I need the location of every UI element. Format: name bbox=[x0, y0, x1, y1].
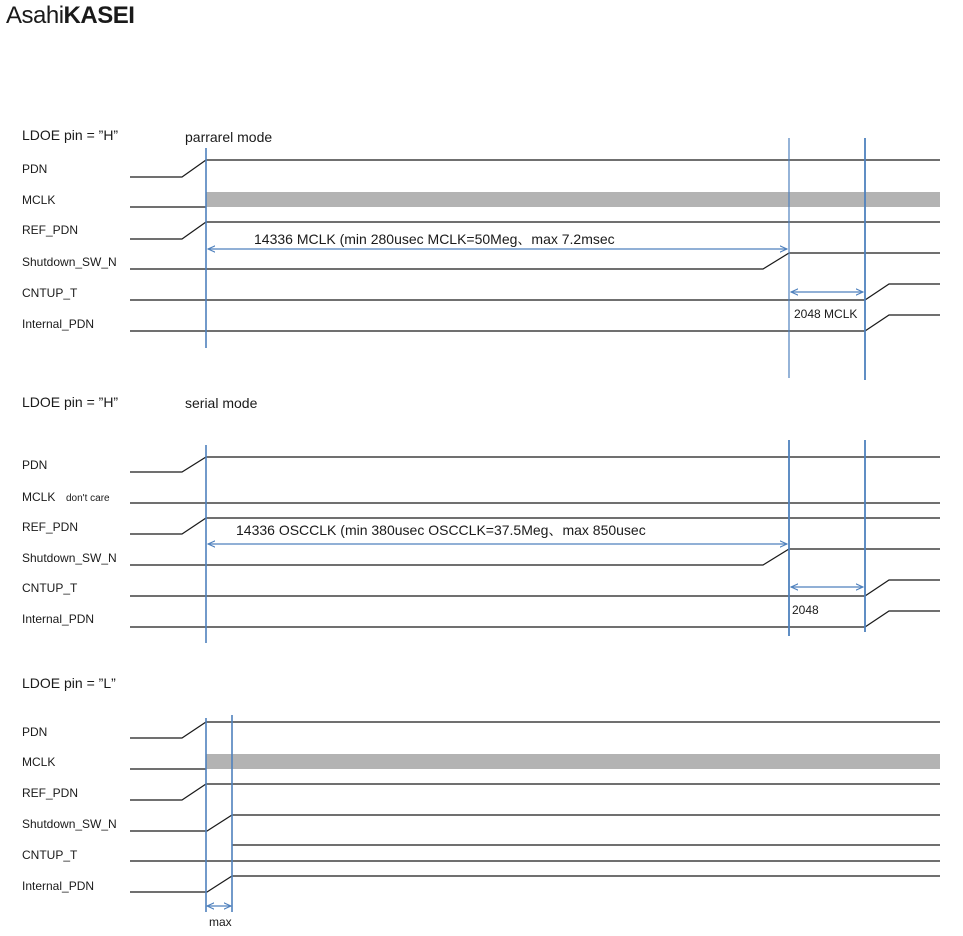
section-parallel-mode bbox=[22, 127, 940, 380]
section-1-header: LDOE pin = ”H” bbox=[22, 127, 119, 143]
section-3-header: LDOE pin = ”L” bbox=[22, 675, 116, 691]
s1-wave-mclk-clock bbox=[206, 192, 940, 207]
s3-label-pdn: PDN bbox=[22, 725, 48, 739]
s1-label-shutdown-sw-n: Shutdown_SW_N bbox=[22, 255, 117, 269]
section-serial-mode bbox=[22, 394, 940, 643]
s1-wave-pdn bbox=[130, 160, 940, 177]
s1-annotation-14336-mclk: 14336 MCLK (min 280usec MCLK=50Meg、max 7.2msec bbox=[254, 231, 615, 247]
s3-label-ref-pdn: REF_PDN bbox=[22, 786, 79, 800]
s2-label-pdn: PDN bbox=[22, 458, 48, 472]
s2-annotation-14336-oscclk: 14336 OSCCLK (min 380usec OSCCLK=37.5Meg、max 850usec bbox=[236, 522, 646, 538]
s2-label-ref-pdn: REF_PDN bbox=[22, 520, 79, 534]
logo-kasei: KASEI bbox=[63, 2, 135, 29]
s1-annotation-2048-mclk: 2048 MCLK bbox=[794, 307, 858, 321]
s1-label-pdn: PDN bbox=[22, 162, 48, 176]
s3-wave-mclk-clock bbox=[206, 754, 940, 769]
s2-label-mclk: MCLK bbox=[22, 490, 56, 504]
s3-label-cntup-t: CNTUP_T bbox=[22, 848, 78, 862]
section-2-header: LDOE pin = ”H” bbox=[22, 394, 119, 410]
s2-label-cntup-t: CNTUP_T bbox=[22, 581, 78, 595]
s1-label-internal-pdn: Internal_PDN bbox=[22, 317, 95, 331]
s3-wave-internal-pdn bbox=[130, 876, 940, 892]
s2-wave-shutdown-sw-n bbox=[130, 549, 940, 565]
s3-annotation-max: max bbox=[209, 915, 232, 929]
s3-label-mclk: MCLK bbox=[22, 755, 56, 769]
s3-wave-ref-pdn bbox=[130, 784, 940, 800]
s2-wave-cntup-t bbox=[130, 580, 940, 596]
s1-wave-shutdown-sw-n bbox=[130, 253, 940, 269]
s3-label-shutdown-sw-n: Shutdown_SW_N bbox=[22, 817, 117, 831]
s2-wave-pdn bbox=[130, 457, 940, 472]
section-ldoe-low bbox=[22, 675, 940, 929]
section-1-mode: parrarel mode bbox=[185, 129, 273, 145]
s2-annotation-2048: 2048 bbox=[792, 603, 819, 617]
s2-label-internal-pdn: Internal_PDN bbox=[22, 612, 95, 626]
logo-asahi: Asahi bbox=[6, 2, 64, 29]
s3-wave-pdn bbox=[130, 722, 940, 738]
section-2-mode: serial mode bbox=[185, 395, 258, 411]
s3-label-internal-pdn: Internal_PDN bbox=[22, 879, 95, 893]
s1-label-cntup-t: CNTUP_T bbox=[22, 286, 78, 300]
s1-label-mclk: MCLK bbox=[22, 193, 56, 207]
s1-label-ref-pdn: REF_PDN bbox=[22, 223, 79, 237]
s2-label-mclk-dont-care: don't care bbox=[66, 493, 110, 504]
s3-wave-shutdown-sw-n bbox=[130, 815, 940, 831]
s2-label-shutdown-sw-n: Shutdown_SW_N bbox=[22, 551, 117, 565]
